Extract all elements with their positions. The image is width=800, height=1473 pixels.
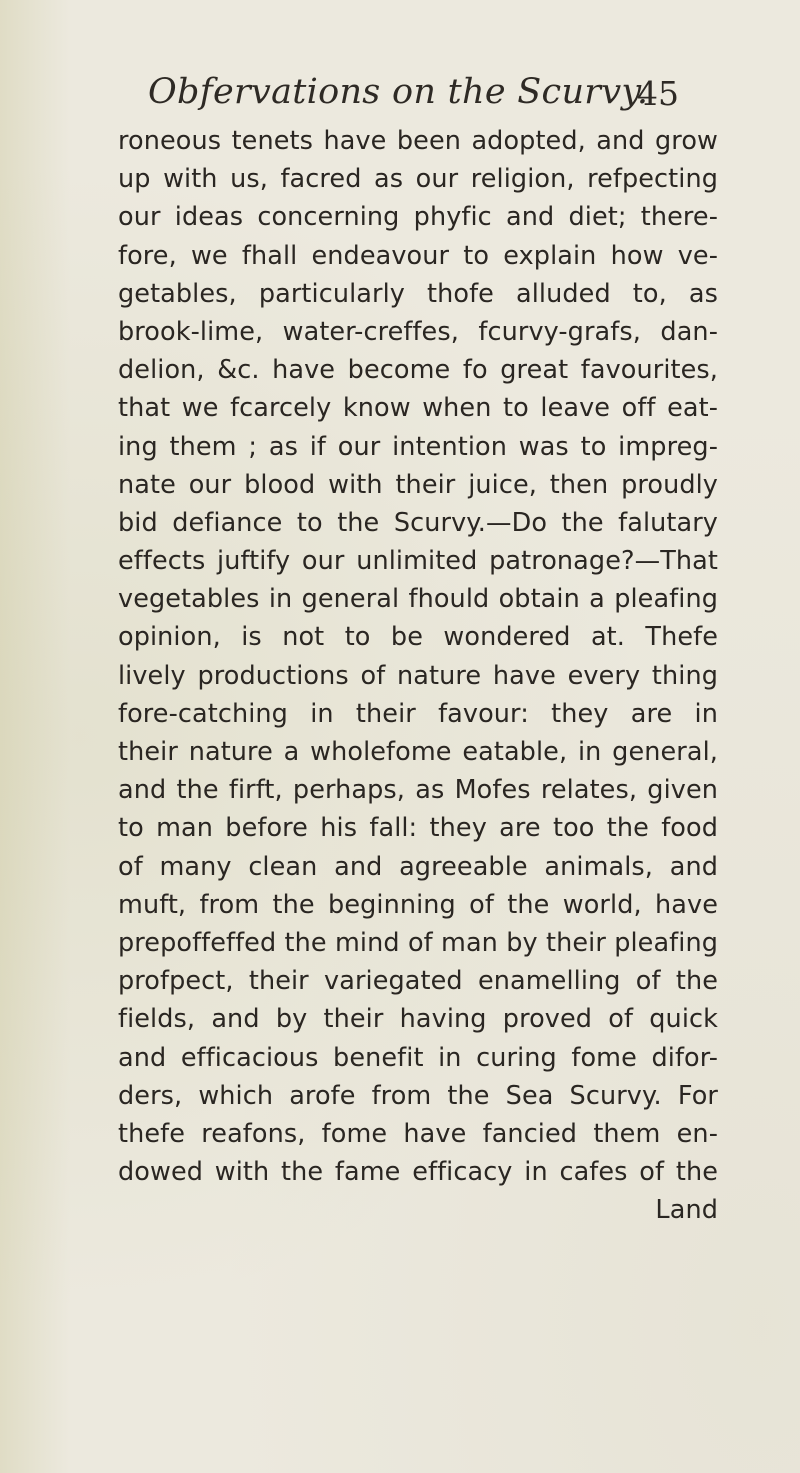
text-line: getables, particularly thofe alluded to, as bbox=[118, 278, 718, 309]
text-line: opinion, is not to be wondered at. Thefe bbox=[118, 622, 718, 653]
text-line: thefe reafons, fome have fancied them en- bbox=[118, 1118, 718, 1149]
text-line: fore-catching in their favour: they are in bbox=[118, 698, 718, 729]
text-line: our ideas concerning phyfic and diet; there- bbox=[118, 202, 718, 233]
running-head bbox=[0, 70, 800, 120]
text-line: vegetables in general fhould obtain a pleafing bbox=[118, 584, 718, 615]
catchword: Land bbox=[655, 1195, 718, 1226]
running-title: Obfervations on the Scurvy. bbox=[148, 72, 649, 112]
text-line: bid defiance to the Scurvy.—Do the falutary bbox=[118, 507, 718, 538]
text-line: prepoffeffed the mind of man by their pleafing bbox=[118, 927, 718, 958]
text-line: effects juftify our unlimited patronage?—That bbox=[118, 546, 718, 577]
text-line: ing them ; as if our intention was to impreg- bbox=[118, 431, 718, 462]
text-line: lively productions of nature have every thing bbox=[118, 660, 718, 691]
page-edge-shading bbox=[0, 0, 70, 1473]
text-line: fields, and by their having proved of quick bbox=[118, 1004, 718, 1035]
text-line: dowed with the fame efficacy in cafes of the bbox=[118, 1157, 718, 1188]
text-line: muft, from the beginning of the world, have bbox=[118, 889, 718, 920]
text-line: brook-lime, water-creffes, fcurvy-grafs, dan- bbox=[118, 316, 718, 347]
text-line: up with us, facred as our religion, refpecting bbox=[118, 164, 718, 195]
text-line: fore, we fhall endeavour to explain how ve- bbox=[118, 240, 718, 271]
text-line: of many clean and agreeable animals, and bbox=[118, 851, 718, 882]
body-text bbox=[118, 122, 718, 1229]
text-line: ders, which arofe from the Sea Scurvy. For bbox=[118, 1080, 718, 1111]
text-line: and efficacious benefit in curing fome difor- bbox=[118, 1042, 718, 1073]
text-line: to man before his fall: they are too the food bbox=[118, 813, 718, 844]
text-line: that we fcarcely know when to leave off eat- bbox=[118, 393, 718, 424]
text-line: and the firft, perhaps, as Mofes relates, given bbox=[118, 775, 718, 806]
text-line: delion, &c. have become fo great favourites, bbox=[118, 355, 718, 386]
page-number: 45 bbox=[637, 74, 679, 113]
text-line: profpect, their variegated enamelling of the bbox=[118, 966, 718, 997]
text-line: nate our blood with their juice, then proudly bbox=[118, 469, 718, 500]
text-line: their nature a wholefome eatable, in general, bbox=[118, 737, 718, 767]
text-line: roneous tenets have been adopted, and grow bbox=[118, 126, 718, 156]
